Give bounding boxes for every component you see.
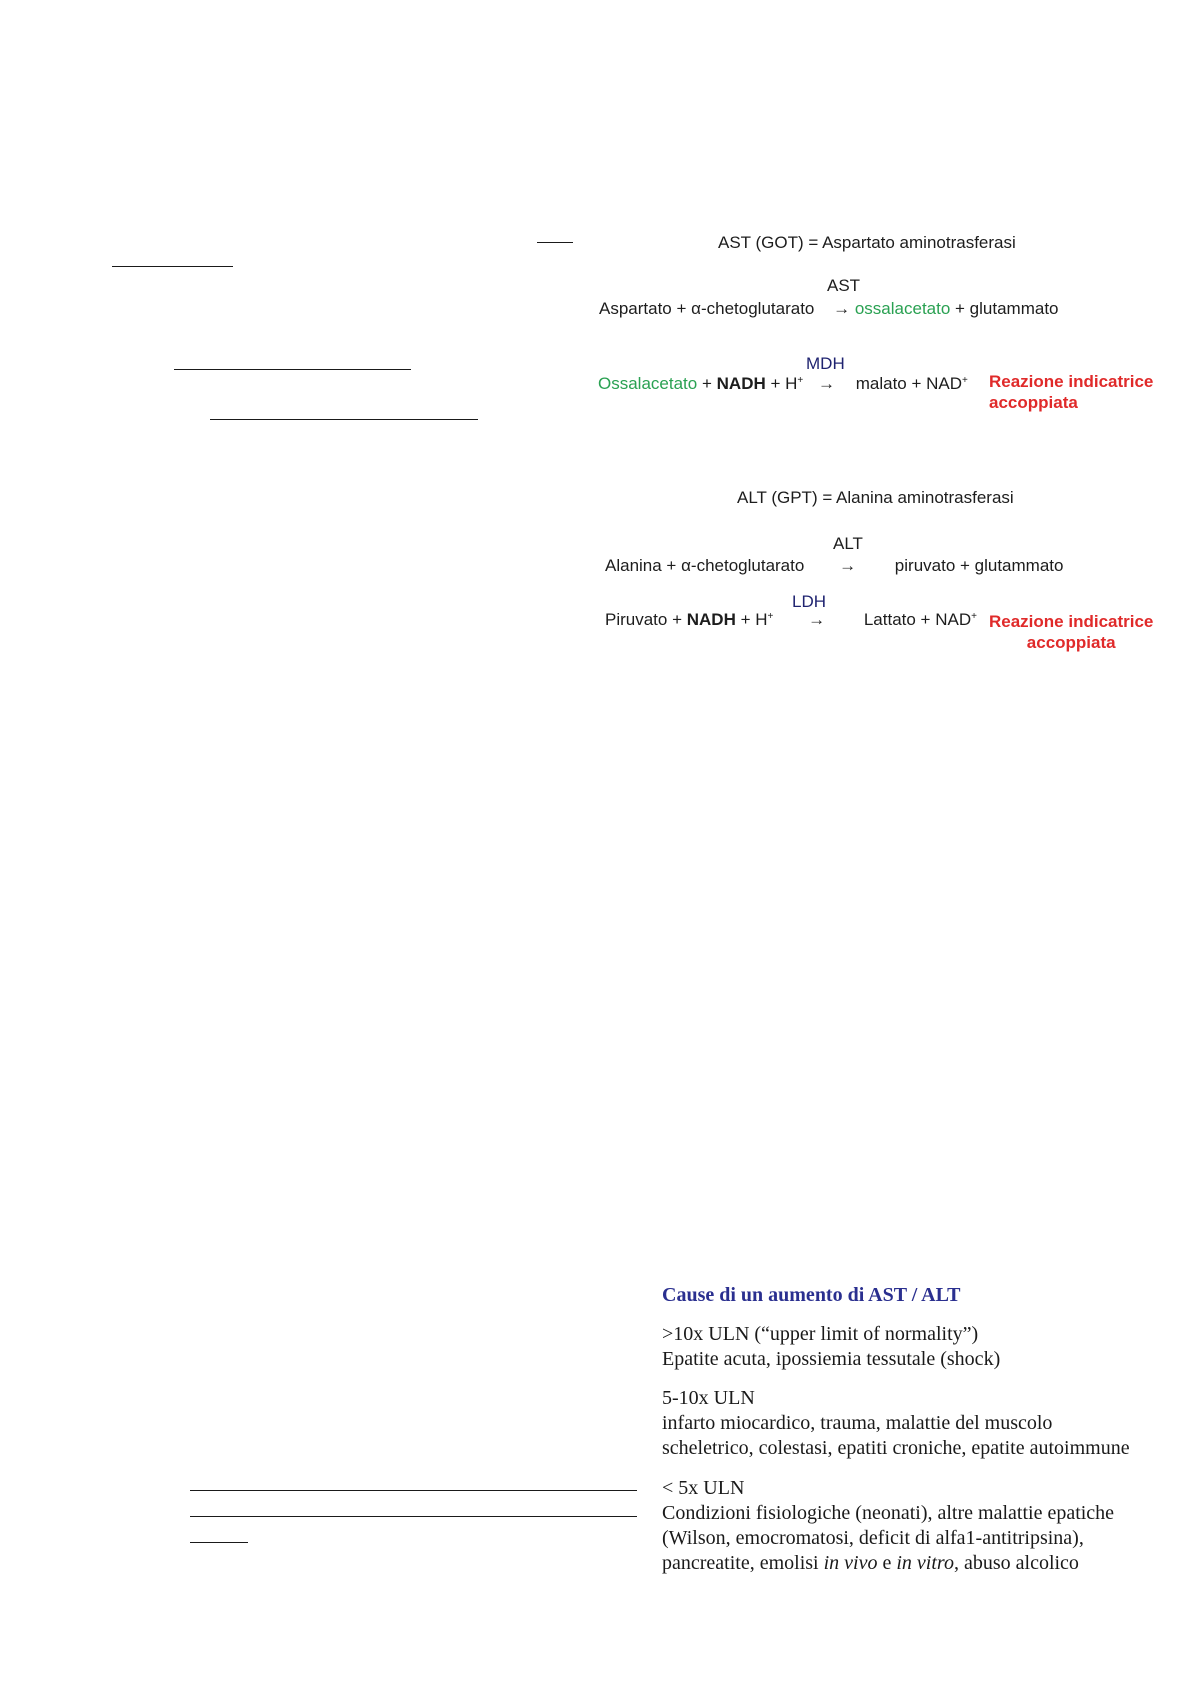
ast-coupled-enzyme: MDH (806, 354, 845, 373)
blank-underline (537, 242, 573, 243)
alt-substrate: Alanina + α-chetoglutarato (605, 556, 805, 575)
cause-line: Epatite acuta, ipossiemia tessutale (shock) (662, 1348, 1001, 1370)
cause-group-header: >10x ULN (“upper limit of normality”) (662, 1323, 979, 1345)
ast-r2-nadh: NADH (716, 374, 766, 393)
alt-r2-nadh: NADH (686, 610, 736, 629)
cause-line: infarto miocardico, trauma, malattie del muscolo (662, 1412, 1053, 1434)
cause-group-header: 5-10x ULN (662, 1387, 755, 1409)
alt-reaction-2 (605, 610, 977, 630)
cause-line: scheletrico, colestasi, epatiti croniche, epatite autoimmune (662, 1437, 1130, 1459)
blank-underline (174, 369, 411, 370)
blank-underline (112, 266, 233, 267)
alt-r2-substrate: Piruvato + (605, 610, 683, 629)
ast-enzyme-label: AST (827, 276, 861, 295)
ast-reaction-1 (599, 299, 1059, 319)
ast-r2-h: + H+ (770, 374, 804, 393)
cause-line: (Wilson, emocromatosi, deficit di alfa1-antitripsina), (662, 1527, 1084, 1549)
alt-indicator-label: Reazione indicatrice accoppiata (989, 612, 1154, 652)
ast-product-oxaloacetate: ossalacetato (854, 299, 951, 318)
arrow-icon: → (833, 299, 851, 318)
alt-coupled-enzyme: LDH (792, 592, 827, 611)
ast-substrate: Aspartato + α-chetoglutarato (599, 299, 815, 318)
ast-r2-plus: + (701, 374, 712, 393)
ast-product-rest: + glutammato (955, 299, 1059, 318)
cause-line: Condizioni fisiologiche (neonati), altre malattie epatiche (662, 1502, 1115, 1524)
cause-group-header: < 5x ULN (662, 1477, 745, 1499)
blank-underline (190, 1490, 637, 1491)
alt-r2-h: + H+ (740, 610, 774, 629)
ast-r2-product: malato + NAD+ (855, 374, 968, 393)
causes-title: Cause di un aumento di AST / ALT (662, 1284, 961, 1306)
ast-title: AST (GOT) = Aspartato aminotrasferasi (718, 233, 1016, 252)
alt-title: ALT (GPT) = Alanina aminotrasferasi (737, 488, 1014, 507)
cause-group-high (662, 1322, 1182, 1372)
ast-reaction-2 (598, 374, 968, 394)
alt-product: piruvato + glutammato (894, 556, 1064, 575)
arrow-icon: → (839, 556, 857, 575)
alt-reaction-1 (605, 556, 1063, 576)
arrow-icon: → (808, 610, 826, 629)
cause-line: pancreatite, emolisi in vivo e in vitro, abuso alcolico (662, 1552, 1079, 1574)
ast-indicator-label: Reazione indicatrice accoppiata (989, 372, 1154, 412)
blank-underline (190, 1516, 637, 1517)
blank-underline (190, 1542, 248, 1543)
cause-group-medium (662, 1386, 1182, 1461)
blank-underline (210, 419, 478, 420)
cause-group-low (662, 1476, 1182, 1576)
alt-enzyme-label: ALT (833, 534, 863, 553)
ast-r2-substrate: Ossalacetato (598, 374, 698, 393)
arrow-icon: → (818, 374, 835, 393)
alt-r2-product: Lattato + NAD+ (863, 610, 977, 629)
